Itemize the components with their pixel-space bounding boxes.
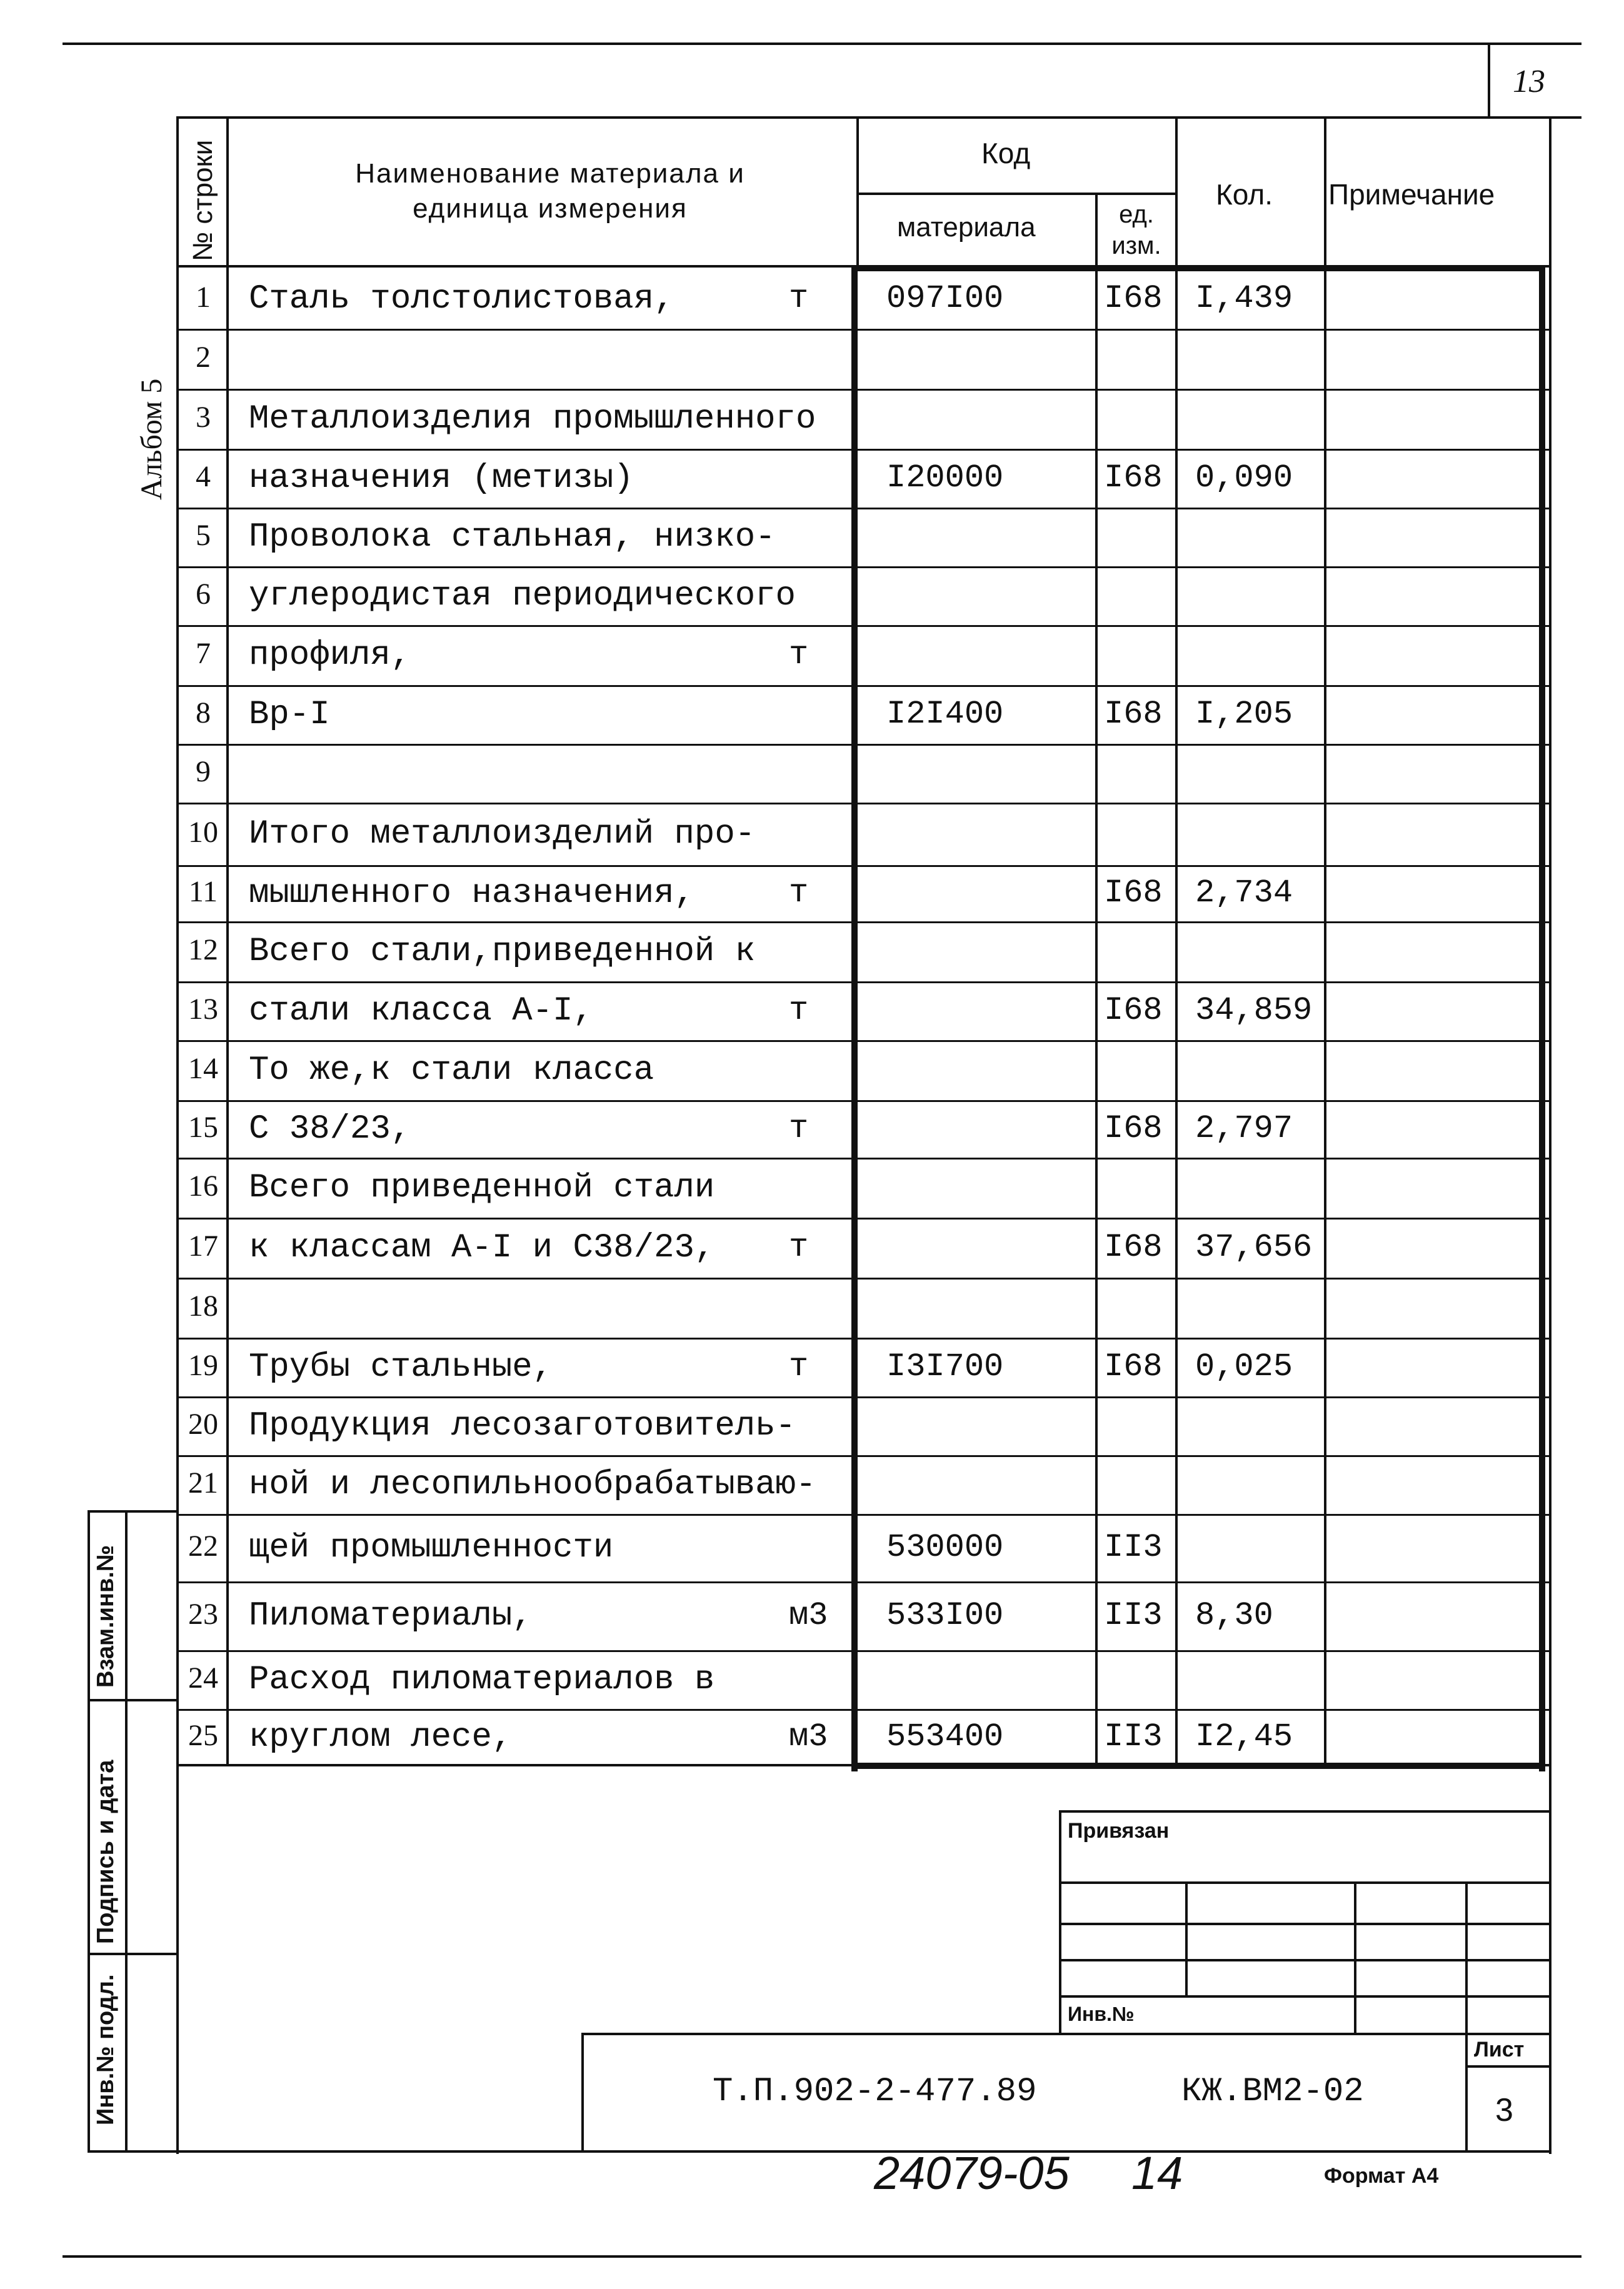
footer-page: 14 bbox=[1131, 2147, 1183, 2199]
row-qty: 34,859 bbox=[1195, 992, 1313, 1029]
row-name: мышленного назначения, bbox=[249, 874, 694, 913]
row-name: То же,к стали класса bbox=[249, 1051, 654, 1089]
row-qty: I,439 bbox=[1195, 280, 1293, 317]
row-name: Расход пиломатериалов в bbox=[249, 1661, 715, 1699]
row-material-code: I3I700 bbox=[886, 1348, 1004, 1385]
row-unit-mark: т bbox=[789, 636, 809, 673]
header-row-no: № строки bbox=[188, 139, 218, 261]
row-number: 20 bbox=[188, 1408, 218, 1441]
row-qty: 2,797 bbox=[1195, 1110, 1293, 1147]
row-name: Всего приведенной стали bbox=[249, 1169, 715, 1207]
header-qty: Кол. bbox=[1216, 178, 1273, 211]
footer-format: Формат А4 bbox=[1324, 2164, 1439, 2188]
page-number-box-left bbox=[1488, 43, 1490, 116]
row-qty: 8,30 bbox=[1195, 1597, 1273, 1634]
row-unit-code: I68 bbox=[1104, 992, 1163, 1029]
header-name: Наименование материала и единица измерения bbox=[355, 158, 745, 224]
row-number: 7 bbox=[196, 637, 211, 670]
row-number: 22 bbox=[188, 1530, 218, 1563]
row-number: 5 bbox=[196, 519, 211, 552]
row-unit-mark: т bbox=[789, 1110, 809, 1147]
row-qty: 0,090 bbox=[1195, 459, 1293, 496]
row-name: Всего стали,приведенной к bbox=[249, 933, 756, 971]
row-number: 11 bbox=[188, 875, 218, 908]
stamp-list-no: 3 bbox=[1495, 2092, 1513, 2128]
row-unit-code: I68 bbox=[1104, 696, 1163, 733]
stamp-inv-no: Инв.№ bbox=[1068, 2003, 1135, 2025]
row-unit-mark: м3 bbox=[789, 1597, 828, 1634]
row-material-code: 530000 bbox=[886, 1529, 1004, 1566]
row-name: профиля, bbox=[249, 636, 411, 674]
row-name: Металлоизделия промышленного bbox=[249, 400, 816, 438]
header-note: Примечание bbox=[1328, 178, 1495, 211]
row-unit-mark: т bbox=[789, 992, 809, 1029]
header-unit: ед. изм. bbox=[1111, 201, 1161, 259]
footer-archive-no: 24079-05 bbox=[874, 2147, 1070, 2199]
row-material-code: 533I00 bbox=[886, 1597, 1004, 1634]
row-name: Трубы стальные, bbox=[249, 1348, 553, 1386]
row-qty: 2,734 bbox=[1195, 874, 1293, 911]
row-number: 25 bbox=[188, 1719, 218, 1752]
row-qty: 0,025 bbox=[1195, 1348, 1293, 1385]
row-unit-code: I68 bbox=[1104, 1110, 1163, 1147]
row-name: Проволока стальная, низко- bbox=[249, 518, 776, 556]
row-name: Пиломатериалы, bbox=[249, 1597, 533, 1635]
row-unit-mark: т bbox=[789, 874, 809, 911]
row-qty: I2,45 bbox=[1195, 1718, 1293, 1755]
header-material: материала bbox=[897, 212, 1036, 243]
row-name: Продукция лесозаготовитель- bbox=[249, 1407, 796, 1445]
row-number: 10 bbox=[188, 816, 218, 849]
row-number: 13 bbox=[188, 993, 218, 1026]
page-number: 13 bbox=[1513, 64, 1545, 99]
side-vzam: Взам.инв.№ bbox=[93, 1545, 119, 1688]
stamp-doc-mark: КЖ.ВМ2-02 bbox=[1181, 2073, 1364, 2111]
row-name: к классам А-I и С38/23, bbox=[249, 1229, 715, 1267]
row-unit-code: II3 bbox=[1104, 1597, 1163, 1634]
row-number: 2 bbox=[196, 341, 211, 374]
album-label: Альбом 5 bbox=[135, 378, 168, 500]
side-podpis: Подпись и дата bbox=[93, 1760, 119, 1944]
row-number: 15 bbox=[188, 1111, 218, 1144]
row-unit-code: I68 bbox=[1104, 1229, 1163, 1266]
row-number: 12 bbox=[188, 933, 218, 966]
row-unit-code: I68 bbox=[1104, 1348, 1163, 1385]
row-number: 6 bbox=[196, 578, 211, 611]
row-number: 8 bbox=[196, 696, 211, 729]
row-name: Вр-I bbox=[249, 696, 330, 734]
row-unit-code: I68 bbox=[1104, 280, 1163, 317]
row-name: Сталь толстолистовая, bbox=[249, 280, 674, 318]
row-name: стали класса А-I, bbox=[249, 992, 593, 1030]
row-number: 16 bbox=[188, 1170, 218, 1203]
row-name: круглом лесе, bbox=[249, 1718, 513, 1756]
row-number: 18 bbox=[188, 1290, 218, 1323]
stamp-doc-code: Т.П.902-2-477.89 bbox=[713, 2073, 1037, 2111]
row-name: назначения (метизы) bbox=[249, 459, 634, 498]
row-number: 23 bbox=[188, 1598, 218, 1631]
row-number: 21 bbox=[188, 1466, 218, 1500]
row-material-code: 553400 bbox=[886, 1718, 1004, 1755]
row-name: щей промышленности bbox=[249, 1529, 614, 1567]
row-unit-code: I68 bbox=[1104, 459, 1163, 496]
row-number: 19 bbox=[188, 1349, 218, 1382]
stamp-list-label: Лист bbox=[1474, 2038, 1525, 2061]
row-number: 17 bbox=[188, 1230, 218, 1263]
row-unit-mark: т bbox=[789, 1229, 809, 1266]
side-inv-podl: Инв.№ подл. bbox=[93, 1974, 119, 2125]
row-number: 24 bbox=[188, 1661, 218, 1695]
header-code: Код bbox=[981, 137, 1031, 169]
row-unit-mark: т bbox=[789, 1348, 809, 1385]
row-material-code: 097I00 bbox=[886, 280, 1004, 317]
row-qty: I,205 bbox=[1195, 696, 1293, 733]
row-number: 1 bbox=[196, 281, 211, 314]
row-number: 4 bbox=[196, 460, 211, 493]
row-name: С 38/23, bbox=[249, 1110, 411, 1148]
row-unit-code: I68 bbox=[1104, 874, 1163, 911]
top-border-line bbox=[63, 43, 1581, 45]
row-name: углеродистая периодического bbox=[249, 577, 796, 615]
row-unit-code: II3 bbox=[1104, 1718, 1163, 1755]
row-unit-mark: т bbox=[789, 280, 809, 317]
row-unit-mark: м3 bbox=[789, 1718, 828, 1755]
row-number: 3 bbox=[196, 401, 211, 434]
row-qty: 37,656 bbox=[1195, 1229, 1313, 1266]
row-number: 9 bbox=[196, 755, 211, 788]
row-name: Итого металлоизделий про- bbox=[249, 815, 756, 853]
row-unit-code: II3 bbox=[1104, 1529, 1163, 1566]
row-material-code: I20000 bbox=[886, 459, 1004, 496]
stamp-privyazan: Привязан bbox=[1068, 1819, 1170, 1843]
row-number: 14 bbox=[188, 1052, 218, 1085]
bottom-border-line bbox=[63, 2255, 1581, 2258]
row-name: ной и лесопильнообрабатываю- bbox=[249, 1466, 816, 1504]
row-material-code: I2I400 bbox=[886, 696, 1004, 733]
